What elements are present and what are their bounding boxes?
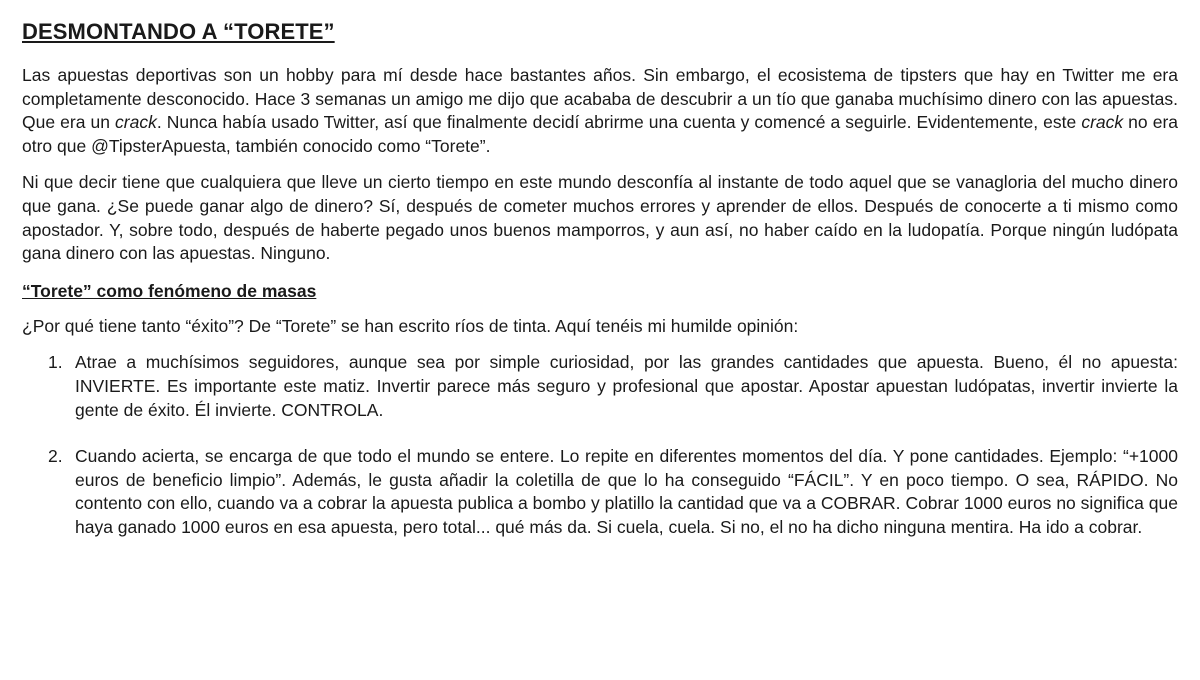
list-item-text: Cuando acierta, se encarga de que todo el mundo se entere. Lo repite en diferentes momentos del día. Y pone cantidades. Ejemplo: “+1000 euros de beneficio limpio”. Además, le gusta añadir la coletilla de que lo ha conseguido “FÁCIL”. Y en poco tiempo. O sea, RÁPIDO. No contento con ello, cuando va a cobrar la apuesta publica a bombo y platillo la cantidad que va a COBRAR. Cobrar 1000 euros no significa que haya ganado 1000 euros en esa apuesta, pero total... qué más da. Si cuela, cuela. Si no, el no ha dicho ninguna mentira. Ha ido a cobrar.	[75, 446, 1178, 537]
section-subtitle: “Torete” como fenómeno de masas	[22, 280, 317, 301]
crack-emphasis-1: crack	[115, 112, 157, 133]
opinion-list	[22, 351, 1178, 539]
list-item-number: 2.	[48, 446, 63, 467]
paragraph-intro-part1: Las apuestas deportivas son un hobby para mí desde hace bastantes años. Sin embargo, el ecosistema de tipsters que hay en Twitter me era completamente desconocido. Hace 3 semanas un amigo me dijo que acababa de descubrir a un tío que ganaba muchísimo dinero con las apuestas. Que era un	[22, 65, 1178, 133]
paragraph-intro-part2: . Nunca había usado Twitter, así que finalmente decidí abrirme una cuenta y comencé a seguirle. Evidentemente, este	[156, 112, 1082, 133]
paragraph-second: Ni que decir tiene que cualquiera que lleve un cierto tiempo en este mundo desconfía al instante de todo aquel que se vanagloria del mucho dinero que gana. ¿Se puede ganar algo de dinero? Sí, después de cometer muchos errores y aprender de ellos. Después de conocerte a ti mismo como apostador. Y, sobre todo, después de haberte pegado unos buenos mamporros, y aun así, no haber caído en la ludopatía. Porque ningún ludópata gana dinero con las apuestas. Ninguno.	[22, 172, 1178, 264]
document-title: DESMONTANDO A “TORETE”	[22, 19, 335, 44]
list-item-number: 1.	[48, 352, 63, 373]
list-item	[22, 351, 1178, 422]
list-item	[22, 445, 1178, 539]
paragraph-question: ¿Por qué tiene tanto “éxito”? De “Torete” se han escrito ríos de tinta. Aquí tenéis mi humilde opinión:	[22, 315, 799, 336]
crack-emphasis-2: crack	[1081, 112, 1124, 133]
paragraph-intro-part3: no era otro que @TipsterApuesta, también conocido como “Torete”.	[22, 112, 1179, 156]
paragraph-intro	[22, 64, 1178, 158]
list-item-text: Atrae a muchísimos seguidores, aunque sea por simple curiosidad, por las grandes cantidades que apuesta. Bueno, él no apuesta: INVIERTE. Es importante este matiz. Invertir parece más seguro y profesional que apostar. Apostar apuestan ludópatas, invertir invierte la gente de éxito. Él invierte. CONTROLA.	[75, 352, 1178, 420]
